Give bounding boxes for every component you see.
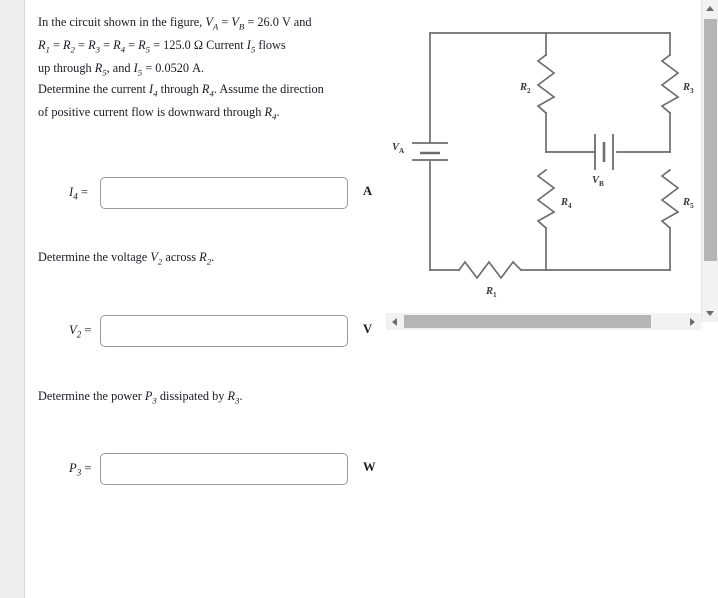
answer-input-V2[interactable]: [100, 315, 348, 347]
battery-VA: [412, 143, 448, 160]
q2-text-a: Determine the voltage: [38, 250, 151, 264]
q3-text-b: dissipated by: [156, 389, 228, 403]
value-VA: 26.0: [257, 15, 279, 29]
q2-text-b: across: [162, 250, 200, 264]
p2-text-c: . Assume the direction: [213, 82, 324, 96]
triangle-up-icon: [706, 6, 714, 11]
answer-label-V2-sub: 2: [76, 329, 82, 340]
resistor-R1: [459, 262, 521, 278]
p2-text-d: of positive current flow is downward through: [38, 104, 265, 119]
answer-input-I4[interactable]: [100, 177, 348, 209]
answer-label-I4-sub: 4: [73, 191, 78, 202]
var-I5-a: $I_5$: [246, 37, 256, 55]
var-VB: $V_B$: [231, 15, 245, 32]
circuit-diagram: [386, 0, 718, 322]
q3-text-c: .: [239, 389, 243, 403]
figure-pane: [386, 0, 718, 350]
stem-text-upthrough: up through: [38, 60, 95, 75]
figure-label-R3: $R_3$: [683, 82, 694, 95]
triangle-right-icon: [690, 318, 695, 326]
figure-label-VB: $V_B$: [592, 175, 604, 188]
var-R4: $R_4$: [113, 37, 126, 55]
resistor-R2: [538, 55, 554, 113]
var-I4-stem: $I_4$: [148, 82, 158, 99]
figure-label-VA: $V_A$: [392, 142, 405, 155]
var-VA: $V_A$: [205, 15, 219, 32]
p2-text-a: Determine the current: [38, 82, 149, 96]
resistor-R3: [662, 55, 678, 113]
scroll-down-button[interactable]: [702, 305, 718, 322]
answer-label-P3: [69, 461, 92, 478]
unit-ohm: Ω: [193, 37, 204, 52]
answer-label-P3-sub: 3: [76, 467, 82, 478]
var-R2: $R_2$: [63, 37, 75, 55]
scroll-left-button[interactable]: [386, 313, 403, 330]
answer-input-P3[interactable]: [100, 453, 348, 485]
answer-row-V2: [38, 315, 378, 349]
question-prompt-P3: [38, 387, 373, 410]
problem-statement-paragraph-1: In the circuit shown in the figure, $V_A = V_B = 26.0$ V and $R_1 = R_2 = R_3 = R_4 = R_5 = 125.0$ Ω Current $I_5$ flows up through $R_5$, and $I_5 = 0.0520$ A.: [38, 15, 312, 78]
figure-label-R1: $R_1$: [486, 286, 497, 299]
answer-label-V2-var: V: [69, 323, 77, 337]
unit-amp: A: [192, 60, 202, 75]
q2-text-c: .: [211, 250, 215, 264]
var-R1: $R_1$: [38, 37, 50, 55]
var-I5-b: $I_5$: [133, 60, 143, 78]
stem-text-and: and: [290, 15, 312, 29]
p2-text-b: through: [157, 82, 202, 96]
var-R4-stem2: $R_4$: [264, 104, 277, 122]
figure-horizontal-scrollbar[interactable]: [386, 313, 701, 330]
stem-text-intro: In the circuit shown in the figure,: [38, 15, 206, 29]
var-V2-prompt: $V_2$: [150, 250, 163, 267]
q3-text-a: Determine the power: [38, 389, 145, 403]
answer-unit-V2: V: [363, 322, 373, 336]
question-prompt-V2: [38, 248, 373, 271]
figure-label-R5: $R_5$: [683, 197, 694, 210]
var-R3: $R_3$: [88, 37, 100, 55]
stem-text-flows: flows: [255, 37, 286, 52]
stem-text-comma: , and: [106, 60, 134, 75]
value-I5: 0.0520: [155, 60, 190, 75]
vertical-scroll-thumb[interactable]: [704, 19, 717, 261]
p2-text-e: .: [276, 104, 280, 119]
problem-statement-paragraph-2: [38, 80, 373, 126]
question-column: [26, 0, 386, 598]
figure-vertical-scrollbar[interactable]: [701, 0, 718, 322]
answer-label-P3-var: P: [69, 461, 77, 475]
answer-label-V2: [69, 323, 92, 340]
triangle-left-icon: [392, 318, 397, 326]
var-R5-b: $R_5$: [94, 60, 107, 78]
answer-row-P3: [38, 453, 378, 487]
answer-label-I4: [69, 185, 88, 202]
value-resistance: 125.0: [163, 37, 191, 52]
resistor-R4: [538, 170, 554, 228]
battery-VB: [595, 134, 613, 170]
var-R5: $R_5$: [138, 37, 151, 55]
answer-label-I4-eq: =: [80, 185, 88, 199]
answer-label-P3-eq: =: [84, 461, 92, 475]
var-P3-prompt: $P_3$: [144, 389, 157, 406]
figure-label-R4: $R_4$: [561, 197, 572, 210]
figure-label-R2: $R_2$: [520, 82, 531, 95]
stem-text-current: Current: [203, 37, 247, 52]
var-R3-prompt: $R_3$: [227, 389, 240, 406]
resistor-R5: [662, 170, 678, 228]
scroll-up-button[interactable]: [702, 0, 718, 17]
answer-row-I4: [38, 177, 378, 211]
horizontal-scroll-thumb[interactable]: [404, 315, 651, 328]
var-R2-prompt: $R_2$: [199, 250, 212, 267]
answer-unit-P3: W: [363, 460, 376, 474]
triangle-down-icon: [706, 311, 714, 316]
answer-label-V2-eq: =: [84, 323, 92, 337]
scroll-right-button[interactable]: [684, 313, 701, 330]
var-R4-stem: $R_4$: [201, 82, 214, 99]
unit-volt: V: [281, 15, 291, 29]
answer-label-I4-var: I: [69, 185, 74, 199]
answer-unit-I4: A: [363, 184, 373, 198]
left-gutter: [0, 0, 25, 598]
